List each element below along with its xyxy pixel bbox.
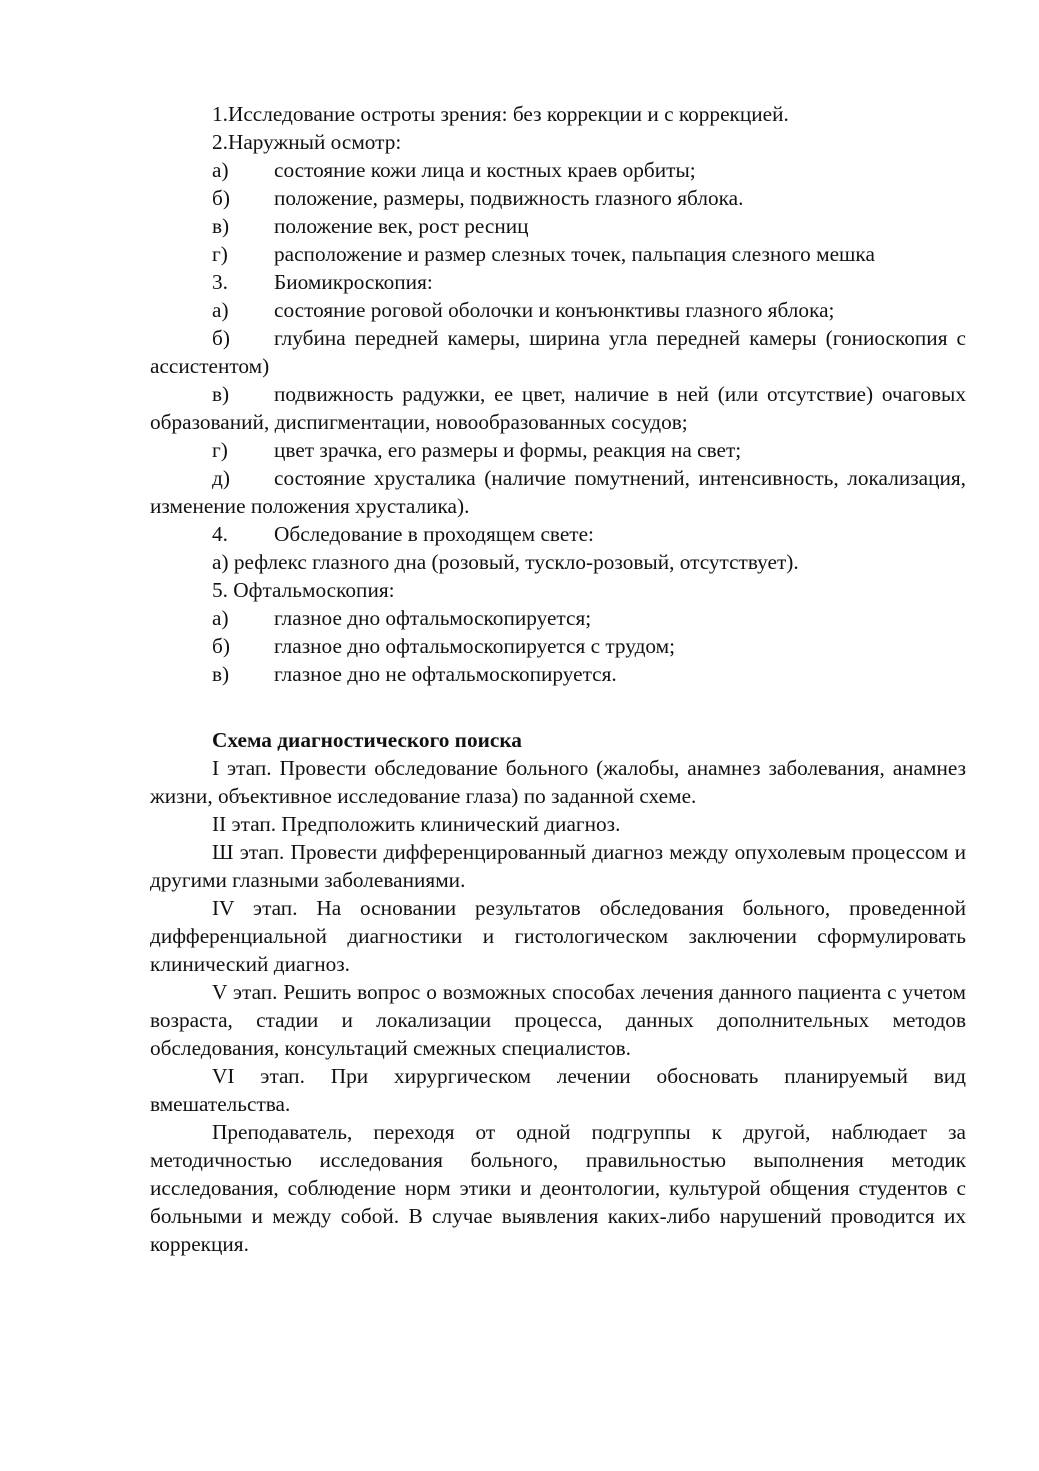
stage-paragraph: V этап. Решить вопрос о возможных способах лечения данного пациента с учетом возраста, стадии и локализации процесса, данных дополнительных методов обследования, консультаций смежных специалистов.	[150, 980, 966, 1060]
list-marker: 3.	[212, 270, 228, 294]
list-marker: а)	[212, 606, 229, 630]
list-text: состояние хрусталика (наличие помутнений, интенсивность, локализация, изменение положения хрусталика).	[150, 466, 966, 518]
list-text: положение, размеры, подвижность глазного яблока.	[274, 186, 744, 210]
outer-exam-item	[150, 212, 966, 240]
list-text: состояние роговой оболочки и конъюнктивы глазного яблока;	[274, 298, 835, 322]
stage-paragraph: Ш этап. Провести дифференцированный диагноз между опухолевым процессом и другими глазными заболеваниями.	[150, 840, 966, 892]
exam-item-1: 1.Исследование остроты зрения: без коррекции и с коррекцией.	[212, 102, 789, 126]
list-text: глазное дно не офтальмоскопируется.	[274, 662, 617, 686]
stage-paragraph: VI этап. При хирургическом лечении обосновать планируемый вид вмешательства.	[150, 1064, 966, 1116]
list-text: глубина передней камеры, ширина угла передней камеры (гониоскопия с ассистентом)	[150, 326, 966, 378]
list-marker: 4.	[212, 522, 228, 546]
bio-item	[150, 464, 966, 520]
stage-paragraph: II этап. Предположить клинический диагноз.	[212, 812, 621, 836]
document-page	[150, 100, 966, 1258]
list-text: глазное дно офтальмоскопируется с трудом;	[274, 634, 676, 658]
exam-item-3	[150, 268, 966, 296]
bio-item	[150, 436, 966, 464]
list-text: расположение и размер слезных точек, пальпация слезного мешка	[274, 242, 875, 266]
oph-item	[150, 660, 966, 688]
light-item-a: а) рефлекс глазного дна (розовый, тускло-розовый, отсутствует).	[212, 550, 799, 574]
outer-exam-item	[150, 240, 966, 268]
list-text: цвет зрачка, его размеры и формы, реакция на свет;	[274, 438, 742, 462]
exam-item-2: 2.Наружный осмотр:	[212, 130, 402, 154]
list-text: глазное дно офтальмоскопируется;	[274, 606, 592, 630]
list-marker: г)	[212, 438, 228, 462]
oph-item	[150, 604, 966, 632]
list-marker: в)	[212, 382, 230, 406]
list-text: положение век, рост ресниц	[274, 214, 529, 238]
list-marker: б)	[212, 634, 230, 658]
list-text: Обследование в проходящем свете:	[274, 522, 594, 546]
list-text: подвижность радужки, ее цвет, наличие в ней (или отсутствие) очаговых образований, диспигментации, новообразованных сосудов;	[150, 382, 966, 434]
section-heading: Схема диагностического поиска	[212, 728, 522, 752]
bio-item	[150, 296, 966, 324]
list-marker: г)	[212, 242, 228, 266]
list-marker: а)	[212, 158, 229, 182]
stage-paragraph: I этап. Провести обследование больного (жалобы, анамнез заболевания, анамнез жизни, объективное исследование глаза) по заданной схеме.	[150, 756, 966, 808]
bio-item	[150, 324, 966, 380]
list-marker: в)	[212, 214, 230, 238]
bio-item	[150, 380, 966, 436]
stage-paragraph: IV этап. На основании результатов обследования больного, проведенной дифференциальной диагностики и гистологическом заключении сформулировать клинический диагноз.	[150, 896, 966, 976]
list-marker: д)	[212, 466, 230, 490]
list-text: Биомикроскопия:	[274, 270, 433, 294]
list-text: состояние кожи лица и костных краев орбиты;	[274, 158, 696, 182]
outer-exam-item	[150, 156, 966, 184]
list-marker: в)	[212, 662, 230, 686]
exam-item-5: 5. Офтальмоскопия:	[212, 578, 395, 602]
list-marker: б)	[212, 186, 230, 210]
list-marker: а)	[212, 298, 229, 322]
outer-exam-item	[150, 184, 966, 212]
instructor-paragraph: Преподаватель, переходя от одной подгруппы к другой, наблюдает за методичностью исследования больного, правильностью выполнения методик исследования, соблюдение норм этики и деонтологии, культурой общения студентов с больными и между собой. В случае выявления каких-либо нарушений проводится их коррекция.	[150, 1120, 966, 1256]
oph-item	[150, 632, 966, 660]
exam-item-4	[150, 520, 966, 548]
list-marker: б)	[212, 326, 230, 350]
